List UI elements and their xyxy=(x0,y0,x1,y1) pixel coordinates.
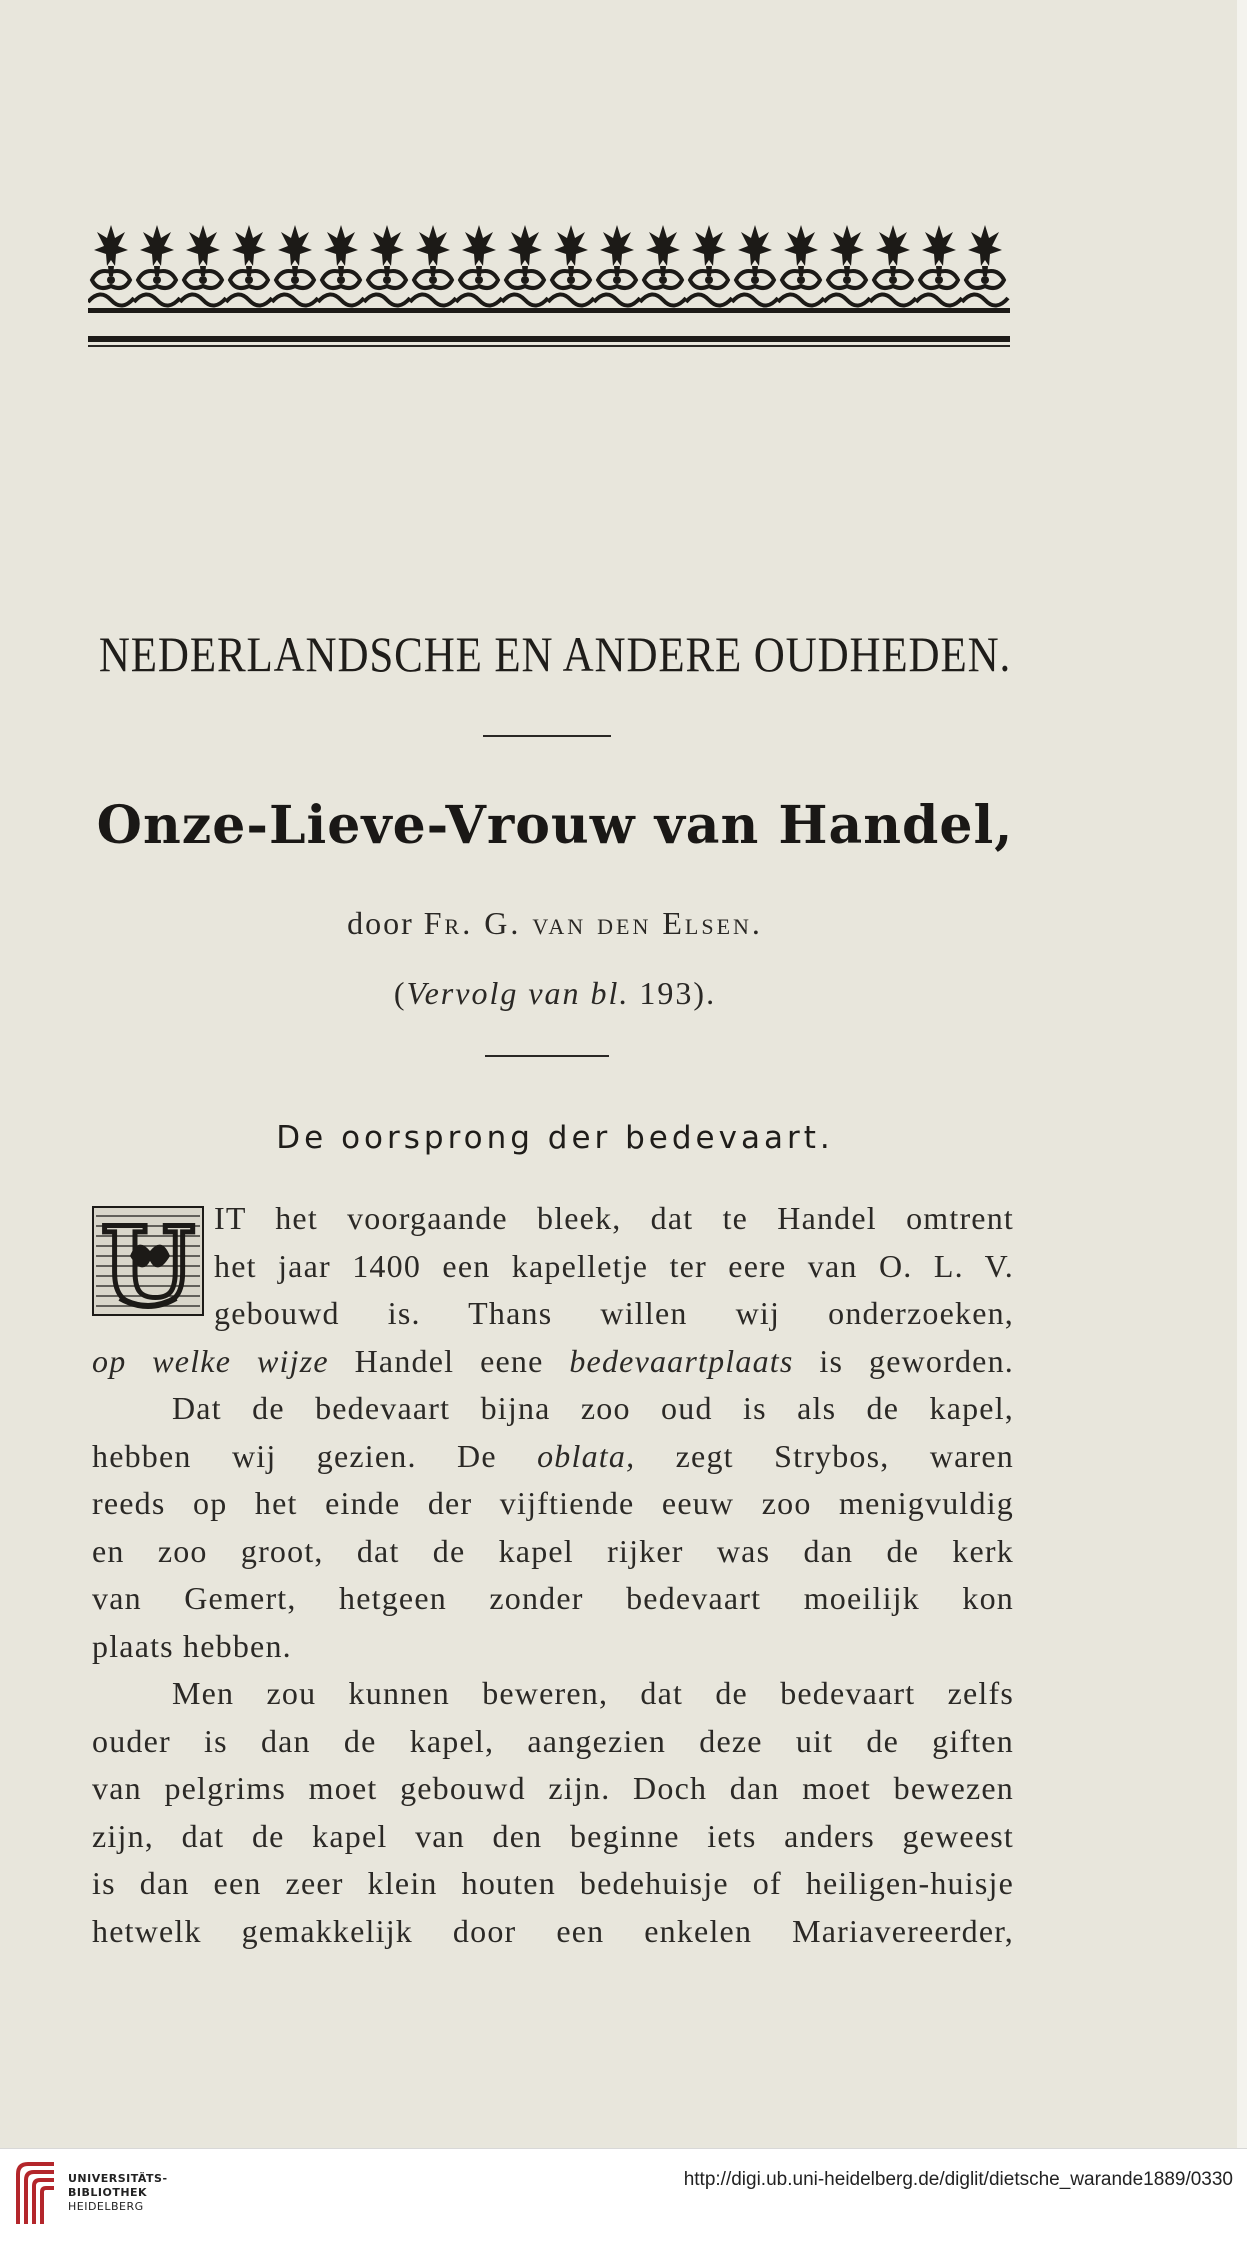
text-fragment: zegt Strybos, waren xyxy=(635,1437,1015,1474)
italic-phrase: bedevaartplaats xyxy=(569,1342,794,1379)
logo-line-3: HEIDELBERG xyxy=(68,2200,144,2213)
short-rule-upper xyxy=(483,735,611,737)
page-edge xyxy=(1237,0,1247,2148)
continued-italic: Vervolg van bl. xyxy=(406,975,630,1011)
text-line: reeds op het einde der vijftiende eeuw zoo menigvuldig xyxy=(92,1485,1014,1521)
article-title: Onze-Lieve-Vrouw van Handel, xyxy=(96,795,1014,856)
ornament-rule-thin xyxy=(88,345,1010,347)
text-line: het jaar 1400 een kapelletje ter eere van O. L. V. xyxy=(214,1247,1014,1284)
ub-heidelberg-logo-icon[interactable] xyxy=(14,2160,58,2228)
ub-heidelberg-logo-text[interactable] xyxy=(68,2172,168,2214)
byline-prefix: door xyxy=(347,905,414,941)
ornament-border xyxy=(88,220,1010,315)
short-rule-lower xyxy=(485,1055,609,1057)
text-line: hetwelk gemakkelijk door een enkelen Mariavereerder, xyxy=(92,1912,1014,1949)
text-line: Dat de bedevaart bijna zoo oud is als de kapel, xyxy=(172,1390,1014,1426)
byline xyxy=(0,905,1110,942)
dropcap-letter: U xyxy=(100,1206,196,1316)
body-text xyxy=(92,1195,1014,1955)
text-line: Men zou kunnen beweren, dat de bedevaart zelfs xyxy=(172,1675,1014,1711)
continuation-note xyxy=(0,975,1110,1012)
text-line: plaats hebben. xyxy=(92,1627,292,1664)
continued-page: 193). xyxy=(629,975,717,1011)
byline-author: Fr. G. van den Elsen. xyxy=(423,905,763,941)
ornament-rule-thick xyxy=(88,336,1010,342)
text-fragment: is geworden. xyxy=(793,1342,1014,1379)
text-line: van pelgrims moet gebouwd zijn. Doch dan moet bewezen xyxy=(92,1770,1014,1806)
text-fragment: hebben wij gezien. De xyxy=(92,1437,538,1474)
footer-url-link[interactable]: http://digi.ub.uni-heidelberg.de/diglit/dietsche_warande1889/0330 xyxy=(683,2169,1233,2190)
section-heading: NEDERLANDSCHE EN ANDERE OUDHEDEN. xyxy=(98,626,1012,682)
text-line: zijn, dat de kapel van den beginne iets anders geweest xyxy=(92,1817,1014,1854)
italic-phrase: op welke wijze xyxy=(92,1342,329,1379)
footer-bar xyxy=(0,2148,1247,2242)
text-line xyxy=(92,1433,1014,1481)
text-line: en zoo groot, dat de kapel rijker was dan de kerk xyxy=(92,1532,1014,1569)
italic-phrase: oblata, xyxy=(537,1437,636,1474)
continued-open: ( xyxy=(393,975,407,1011)
text-fragment: Handel eene xyxy=(328,1342,570,1379)
text-line: van Gemert, hetgeen zonder bedevaart moeilijk kon xyxy=(92,1580,1014,1616)
text-line: gebouwd is. Thans willen wij onderzoeken, xyxy=(214,1295,1014,1331)
text-line: is dan een zeer klein houten bedehuisje of heiligen-huisje xyxy=(92,1865,1014,1901)
text-line xyxy=(92,1338,1014,1386)
subheading: De oorsprong der bedevaart. xyxy=(276,1120,834,1156)
text-line: ouder is dan de kapel, aangezien deze uit de giften xyxy=(92,1722,1014,1759)
logo-line-1: UNIVERSITÄTS- xyxy=(68,2172,168,2185)
text-line: IT het voorgaande bleek, dat te Handel omtrent xyxy=(214,1200,1014,1236)
logo-line-2: BIBLIOTHEK xyxy=(68,2186,148,2199)
